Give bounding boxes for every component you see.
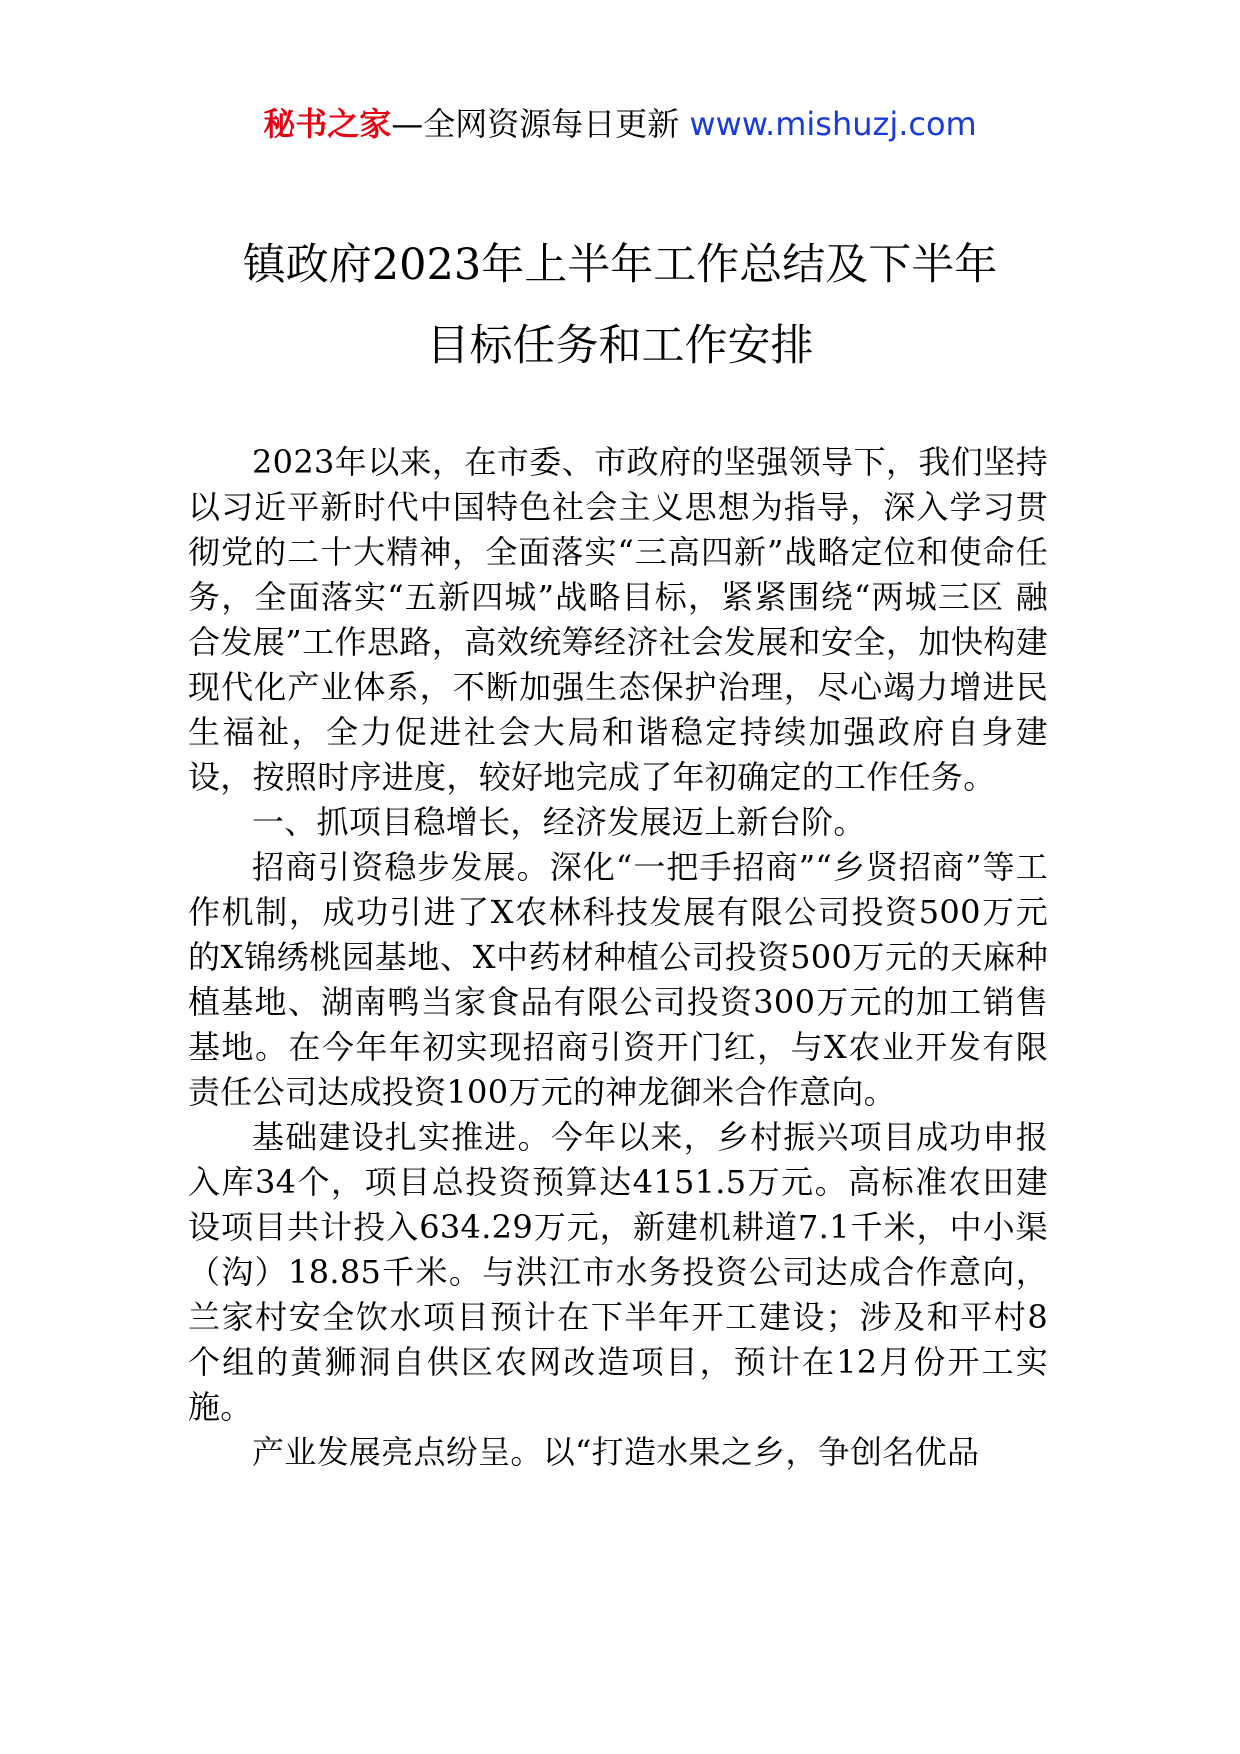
header-tagline: —全网资源每日更新 [391, 105, 680, 143]
document-body [188, 440, 1048, 1475]
section-heading-1: 一、抓项目稳增长，经济发展迈上新台阶。 [252, 803, 866, 841]
title-line-2: 目标任务和工作安排 [426, 321, 814, 371]
brand-name: 秘书之家 [263, 105, 392, 143]
paragraph-investment: 招商引资稳步发展。深化“一把手招商”“乡贤招商”等工作机制，成功引进了X农林科技发展有限公司投资500万元的X锦绣桃园基地、X中药材种植公司投资500万元的天麻种植基地、湖南鸭当家食品有限公司投资300万元的加工销售基地。在今年年初实现招商引资开门红，与X农业开发有限责任公司达成投资100万元的神龙御米合作意向。 [188, 848, 1048, 1111]
site-url-link[interactable]: www.mishuzj.com [689, 105, 977, 143]
paragraph-intro: 2023年以来，在市委、市政府的坚强领导下，我们坚持以习近平新时代中国特色社会主义思想为指导，深入学习贯彻党的二十大精神，全面落实“三高四新”战略定位和使命任务，全面落实“五新四城”战略目标，紧紧围绕“两城三区 融合发展”工作思路，高效统筹经济社会发展和安全，加快构建现代化产业体系，不断加强生态保护治理，尽心竭力增进民生福祉，全力促进社会大局和谐稳定持续加强政府自身建设，按照时序进度，较好地完成了年初确定的工作任务。 [188, 443, 1048, 796]
paragraph-infrastructure: 基础建设扎实推进。今年以来，乡村振兴项目成功申报入库34个，项目总投资预算达4151.5万元。高标准农田建设项目共计投入634.29万元，新建机耕道7.1千米，中小渠（沟）18.85千米。与洪江市水务投资公司达成合作意向，兰家村安全饮水项目预计在下半年开工建设；涉及和平村8个组的黄狮洞自供区农网改造项目，预计在12月份开工实施。 [188, 1118, 1048, 1426]
site-header [0, 100, 1240, 148]
document-title [0, 225, 1240, 387]
paragraph-industry: 产业发展亮点纷呈。以“打造水果之乡，争创名优品 [252, 1433, 980, 1471]
title-line-1: 镇政府2023年上半年工作总结及下半年 [242, 240, 998, 290]
